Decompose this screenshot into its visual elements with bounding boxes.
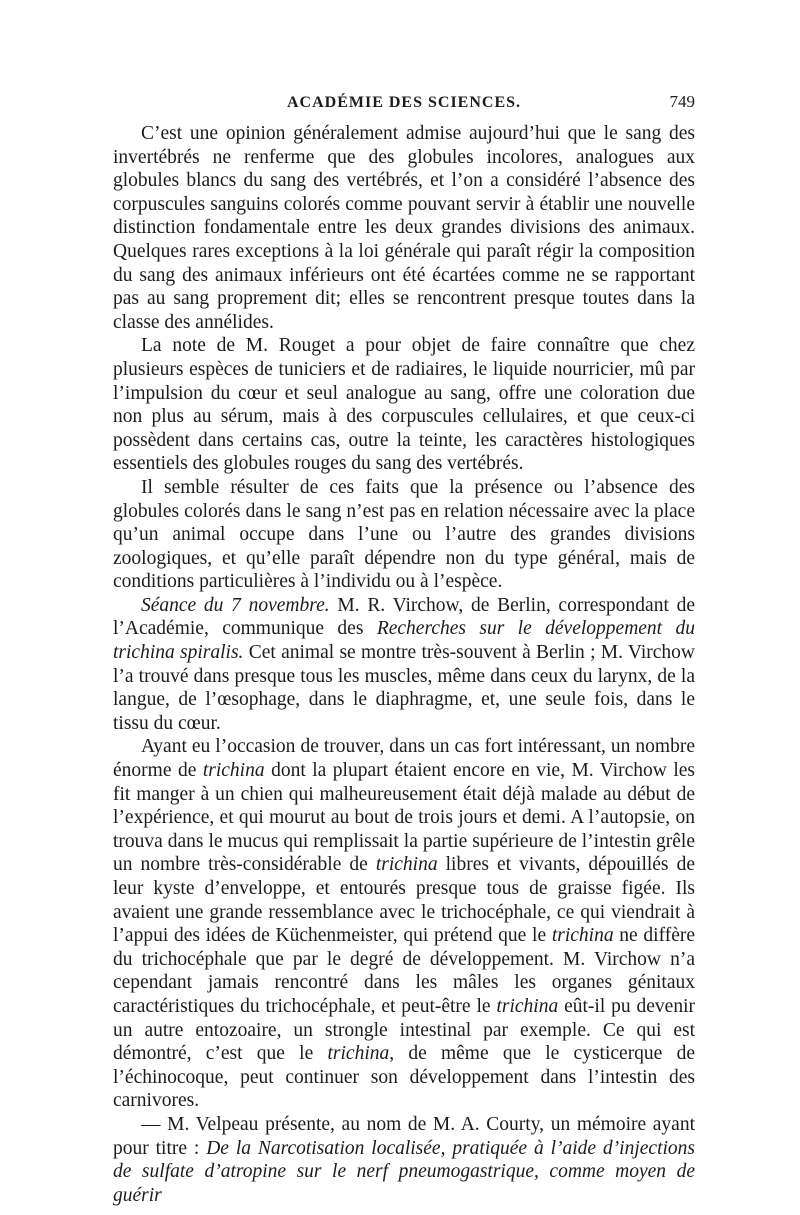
seance-date: Séance du 7 novembre. xyxy=(141,594,330,616)
paragraph-5-text-5: eût-il pu devenir un autre entozoaire, un strongle intestinal par exemple. Ce qui est démontré, c’est que le xyxy=(113,995,695,1065)
paragraph-1: C’est une opinion généralement admise aujourd’hui que le sang des invertébrés ne renferme que des globules incolores, analogues aux globules blancs du sang des vertébrés, et l’on a considéré l’absence des corpuscules sanguins colorés comme pouvant servir à établir une nouvelle distinction fondamentale entre les deux grandes divisions des animaux. Quelques rares exceptions à la loi générale qui paraît régir la composition du sang des animaux inférieurs ont été écartées comme ne se rapportant pas au sang proprement dit; elles se rencontrent presque toutes dans la classe des annélides. xyxy=(113,123,695,333)
document-page xyxy=(113,92,695,1207)
paragraph-3: Il semble résulter de ces faits que la présence ou l’absence des globules colorés dans le sang n’est pas en relation nécessaire avec la place qu’un animal occupe dans l’une ou l’autre des grandes divisions zoologiques, et qu’elle paraît dépendre non du type général, mais de conditions particulières à l’individu ou à l’espèce. xyxy=(113,476,695,593)
paragraph-2: La note de M. Rouget a pour objet de faire connaître que chez plusieurs espèces de tuniciers et de radiaires, le liquide nourricier, mû par l’impulsion du cœur et seul analogue au sang, offre une coloration due non plus au sérum, mais à des corpuscules cellulaires, et que ceux-ci possèdent dans certains cas, outre la teinte, les caractères histologiques essentiels des globules rouges du sang des vertébrés. xyxy=(113,335,695,475)
taxon-name: trichina xyxy=(327,1043,390,1065)
paragraph-4-text-2: Cet animal se montre très-souvent à Berlin ; M. Virchow l’a trouvé dans presque tous les muscles, même dans ceux du larynx, de la langue, de l’œsophage, dans le diaphragme, et, une seule fois, dans le tissu du cœur. xyxy=(113,642,695,734)
page-header xyxy=(113,92,695,122)
work-title: Recherches sur le développement du trichina spiralis. xyxy=(113,618,695,664)
paragraph-5-text-6: , de même que le cysticerque de l’échinocoque, peut continuer son développement dans l’intestin des carnivores. xyxy=(113,1043,695,1112)
paragraph-6 xyxy=(113,1113,695,1207)
paragraph-5-text-2: dont la plupart étaient encore en vie, M. Virchow les fit manger à un chien qui malheureusement était déjà malade au début de l’expérience, et qui mourut au bout de trois jours et demi. A l’autopsie, on trouva dans le mucus qui remplissait la partie supérieure de l’intestin grêle un nombre très-considérable de xyxy=(113,760,695,876)
taxon-name: trichina xyxy=(551,925,614,947)
paragraph-5 xyxy=(113,735,695,1113)
page-number: 749 xyxy=(669,92,695,111)
paragraph-4-text-1: M. R. Virchow, de Berlin, correspondant de l’Académie, communique des xyxy=(113,594,695,640)
paragraph-5-text-4: ne diffère du trichocéphale que par le degré de développement. M. Virchow n’a cependant jamais rencontré dans les mâles les organes génitaux caractéristiques du trichocéphale, et peut-être le xyxy=(113,925,696,1017)
paragraph-6-text: — M. Velpeau présente, au nom de M. A. Courty, un mémoire ayant pour titre : xyxy=(113,1113,695,1159)
running-title: ACADÉMIE DES SCIENCES. xyxy=(286,94,522,111)
paragraph-4 xyxy=(113,594,695,736)
paragraph-5-text-3: libres et vivants, dépouillés de leur kyste d’enveloppe, et entourés presque tous de graisse figée. Ils avaient une grande ressemblance avec le trichocéphale, ce qui viendrait à l’appui des idées de Küchenmeister, qui prétend que le xyxy=(113,854,695,947)
memoir-title: De la Narcotisation localisée, pratiquée à l’aide d’injections de sulfate d’atropine sur le nerf pneumogastrique, comme moyen de guérir xyxy=(113,1137,695,1206)
page-body xyxy=(113,122,695,1207)
taxon-name: trichina xyxy=(496,995,559,1017)
taxon-name: trichina xyxy=(375,854,438,876)
taxon-name: trichina xyxy=(202,760,265,782)
paragraph-5-text-1: Ayant eu l’occasion de trouver, dans un cas fort intéressant, un nombre énorme de xyxy=(113,736,695,782)
